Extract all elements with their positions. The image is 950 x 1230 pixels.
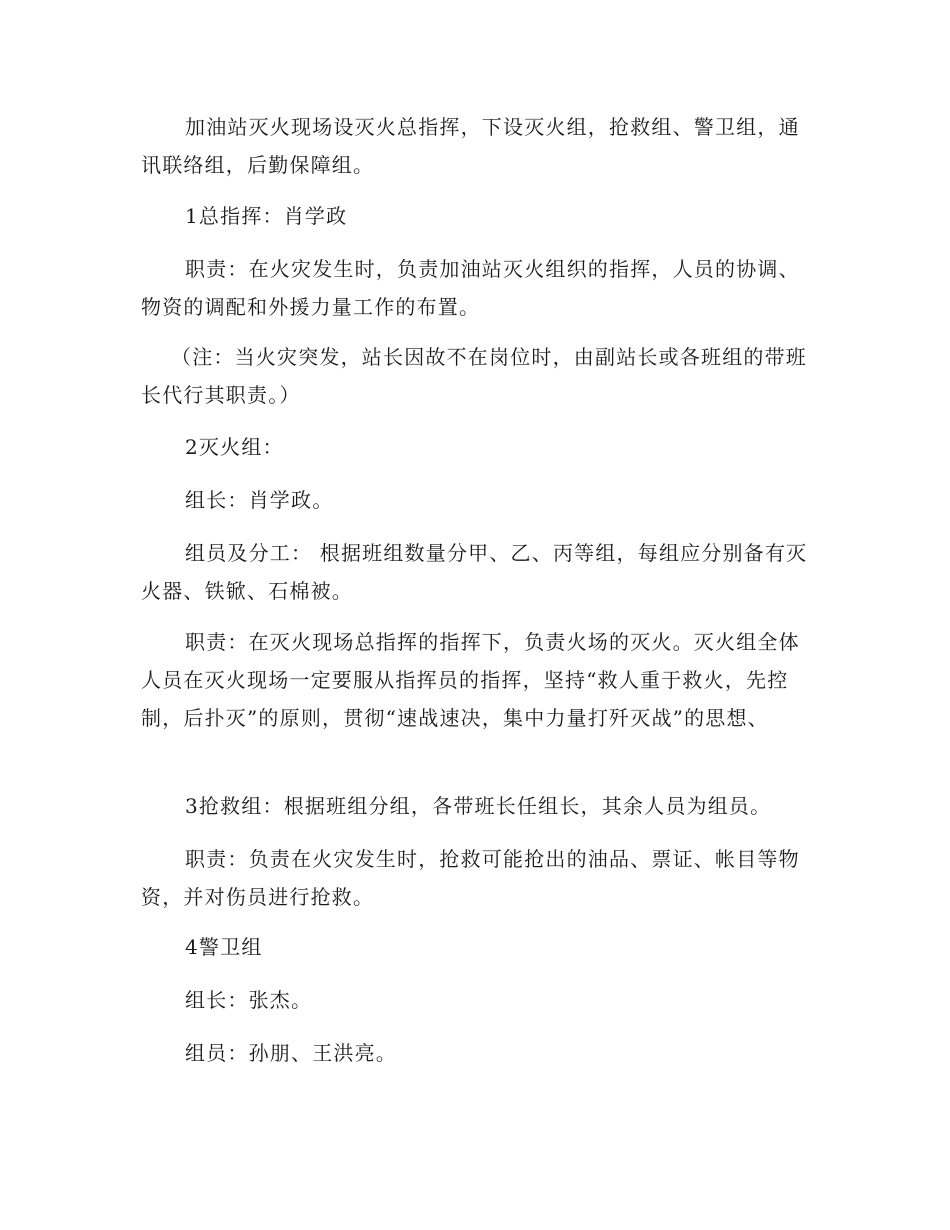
paragraph-guard-group-members: 组员：孙朋、王洪亮。	[185, 1041, 397, 1065]
paragraph-fire-group-members: 组员及分工： 根据班组数量分甲、乙、丙等组，每组应分别备有灭火器、铁锨、石棉被。	[141, 541, 808, 603]
paragraph-fire-group: 2灭火组：	[185, 435, 284, 459]
paragraph-fire-group-duty: 职责：在灭火现场总指挥的指挥下，负责火场的灭火。灭火组全体人员在灭火现场一定要服从指挥员的指挥，坚持“救人重于救火，先控制，后扑灭”的原则，贯彻“速战速决，集中力量打歼灭战”的思想、	[141, 630, 800, 730]
paragraph-note: （注：当火灾突发，站长因故不在岗位时，由副站长或各班组的带班长代行其职责。）	[141, 345, 807, 407]
paragraph-fire-group-leader: 组长：肖学政。	[185, 488, 334, 512]
paragraph-commander: 1总指挥：肖学政	[185, 204, 348, 228]
paragraph-guard-group: 4警卫组	[185, 935, 263, 959]
paragraph-guard-group-leader: 组长：张杰。	[185, 988, 313, 1012]
paragraph-rescue-group: 3抢救组：根据班组分组，各带班长任组长，其余人员为组员。	[185, 794, 772, 818]
paragraph-intro: 加油站灭火现场设灭火总指挥，下设灭火组，抢救组、警卫组，通讯联络组，后勤保障组。	[141, 115, 800, 177]
paragraph-commander-duty: 职责：在火灾发生时，负责加油站灭火组织的指挥，人员的协调、物资的调配和外援力量工作的布置。	[141, 257, 800, 319]
paragraph-rescue-group-duty: 职责：负责在火灾发生时，抢救可能抢出的油品、票证、帐目等物资，并对伤员进行抢救。	[141, 847, 800, 909]
